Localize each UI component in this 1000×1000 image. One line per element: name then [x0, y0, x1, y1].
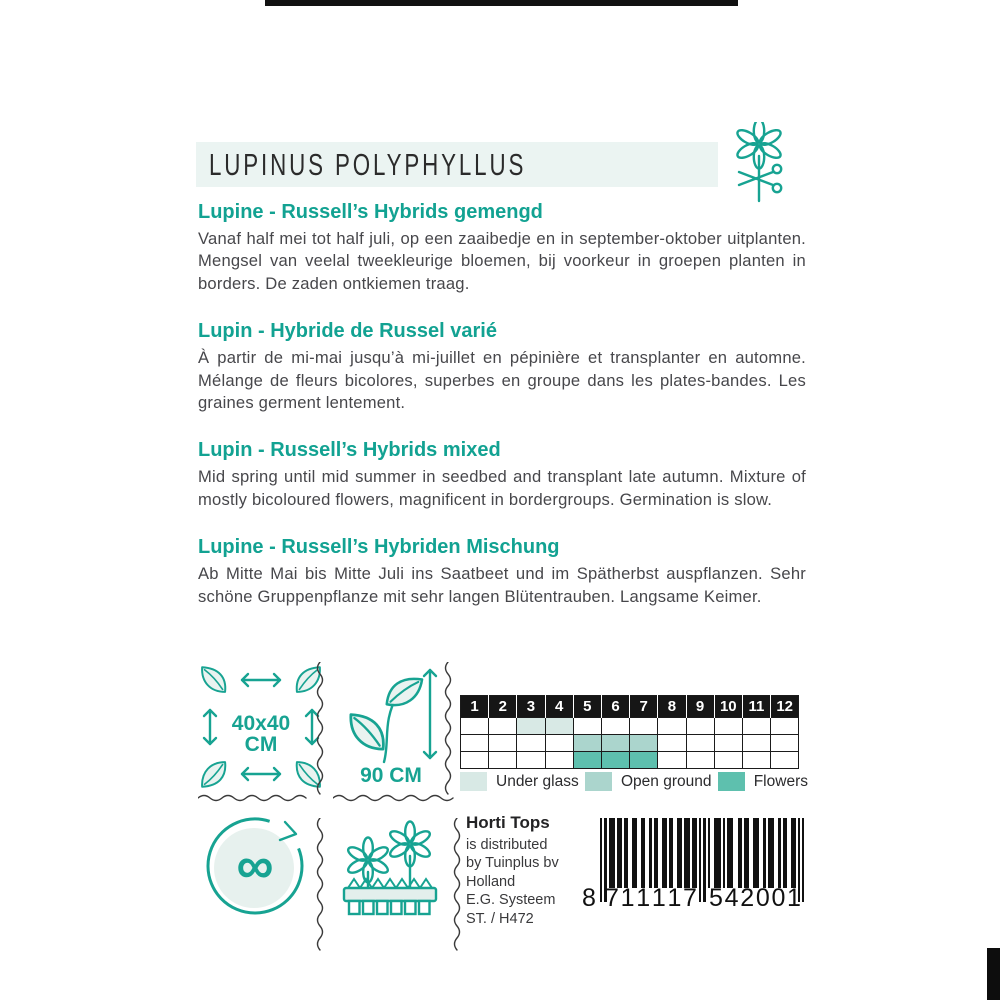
- variety-heading-de: Lupine - Russell’s Hybriden Mischung: [198, 536, 560, 559]
- month-header-cell: 12: [771, 696, 799, 718]
- description-section-fr: [198, 319, 806, 414]
- distributor-line: E.G. Systeem: [466, 892, 556, 908]
- cut-flower-icon: [727, 122, 791, 204]
- month-header-cell: 4: [545, 696, 573, 718]
- plant-height-icon: [338, 660, 444, 766]
- month-header-cell: 7: [630, 696, 658, 718]
- calendar-cell: [686, 735, 714, 752]
- description-section-de: [198, 535, 806, 608]
- calendar-cell: [630, 735, 658, 752]
- species-title: LUPINUS POLYPHYLLUS: [208, 146, 527, 182]
- calendar-cell: [742, 752, 770, 769]
- calendar-cell: [601, 718, 629, 735]
- month-header-cell: 5: [573, 696, 601, 718]
- flower-bed-icon: [334, 816, 450, 932]
- legend-item: [460, 772, 579, 791]
- calendar-cell: [601, 735, 629, 752]
- calendar-cell: [658, 735, 686, 752]
- barcode-number: 8: [582, 884, 596, 912]
- distributor-line: ST. / H472: [466, 910, 534, 927]
- month-header-cell: 2: [489, 696, 517, 718]
- calendar-cell: [742, 718, 770, 735]
- description-section-en: [198, 438, 806, 511]
- ean13-barcode: [584, 818, 820, 918]
- month-header-cell: 10: [714, 696, 742, 718]
- calendar-cell: [630, 718, 658, 735]
- description-sections: [198, 200, 806, 632]
- wavy-divider-horizontal: [198, 793, 316, 803]
- variety-text-en: Mid spring until mid summer in seedbed and transplant late autumn. Mixture of mostly bicoloured flowers, magnificent in bordergroups. Germination is slow.: [198, 467, 806, 509]
- month-header-cell: 3: [517, 696, 545, 718]
- variety-text-nl: Vanaf half mei tot half juli, op een zaaibedje en in september-oktober uitplanten. Mengsel van veelal tweekleurige bloemen, bij voorkeur in groepen planten in borders. De zaden ontkiemen traag.: [198, 229, 806, 293]
- calendar-row-flowers: [461, 752, 799, 769]
- calendar-cell: [714, 752, 742, 769]
- perennial-cycle-icon: [203, 814, 307, 918]
- calendar-cell: [714, 718, 742, 735]
- calendar-cell: [461, 735, 489, 752]
- calendar-cell: [771, 752, 799, 769]
- calendar-cell: [545, 718, 573, 735]
- calendar-cell: [461, 718, 489, 735]
- legend-item: [585, 772, 712, 791]
- calendar-cell: [658, 752, 686, 769]
- calendar-cell: [771, 735, 799, 752]
- spacing-value: 40x40: [231, 712, 291, 735]
- plant-spacing-icon: [196, 660, 326, 794]
- variety-text-de: Ab Mitte Mai bis Mitte Juli ins Saatbeet und im Spätherbst auspflanzen. Sehr schöne Gruppenpflanze mit sehr langen Blütentrauben. Langsame Keimer.: [198, 564, 806, 606]
- calendar-cell: [601, 752, 629, 769]
- calendar-cell: [573, 735, 601, 752]
- legend-label: Flowers: [753, 772, 808, 790]
- month-header-cell: 9: [686, 696, 714, 718]
- distributor-line: by Tuinplus bv: [466, 855, 559, 871]
- cycle-arrowhead: [280, 822, 296, 840]
- legend-swatch: [585, 772, 612, 791]
- calendar-cell: [461, 752, 489, 769]
- calendar-row-open-ground: [461, 735, 799, 752]
- calendar-cell: [630, 752, 658, 769]
- top-print-bar: [265, 0, 738, 6]
- calendar-cell: [771, 718, 799, 735]
- legend-swatch: [718, 772, 745, 791]
- sowing-calendar: [460, 695, 799, 769]
- infinity-symbol: ∞: [236, 837, 274, 895]
- month-header-cell: 6: [601, 696, 629, 718]
- wavy-divider-vertical: [452, 818, 462, 958]
- calendar-cell: [517, 735, 545, 752]
- legend-item: [718, 772, 808, 791]
- calendar-row-under-glass: [461, 718, 799, 735]
- spacing-unit: CM: [244, 733, 278, 756]
- description-section-nl: [198, 200, 806, 295]
- barcode-number: 7 1 1 1 1 7: [605, 884, 697, 912]
- legend-swatch: [460, 772, 487, 791]
- month-header-cell: 8: [658, 696, 686, 718]
- calendar-cell: [545, 735, 573, 752]
- wavy-divider-vertical: [443, 662, 453, 796]
- legend-label: Open ground: [620, 772, 712, 790]
- height-arrow: [424, 670, 436, 758]
- height-value: 90 CM: [360, 764, 422, 787]
- calendar-cell: [517, 718, 545, 735]
- month-header-cell: 1: [461, 696, 489, 718]
- corner-print-bar: [987, 948, 1000, 1000]
- distributor-info: [466, 814, 581, 928]
- calendar-cell: [573, 752, 601, 769]
- wavy-divider-horizontal: [333, 793, 461, 803]
- calendar-cell: [545, 752, 573, 769]
- flower-right: [388, 822, 432, 889]
- month-header-cell: 11: [742, 696, 770, 718]
- calendar-cell: [714, 735, 742, 752]
- variety-heading-en: Lupin - Russell’s Hybrids mixed: [198, 439, 501, 462]
- wavy-divider-vertical: [315, 818, 325, 958]
- calendar-cell: [489, 752, 517, 769]
- calendar-cell: [489, 735, 517, 752]
- calendar-cell: [658, 718, 686, 735]
- variety-text-fr: À partir de mi-mai jusqu’à mi-juillet en pépinière et transplanter en automne. Mélange de fleurs bicolores, superbes en groupe dans les plates-bandes. Les graines germent lentement.: [198, 348, 806, 413]
- calendar-cell: [489, 718, 517, 735]
- species-title-band: [196, 142, 718, 187]
- calendar-cell: [742, 735, 770, 752]
- distributor-line: is distributed: [466, 836, 548, 853]
- calendar-cell: [686, 752, 714, 769]
- barcode-number: 5 4 2 0 0 1: [709, 884, 801, 912]
- wavy-divider-vertical: [315, 662, 325, 796]
- variety-heading-fr: Lupin - Hybride de Russel varié: [198, 320, 497, 343]
- distributor-line: Holland: [466, 873, 516, 890]
- variety-heading-nl: Lupine - Russell’s Hybrids gemengd: [198, 201, 543, 223]
- calendar-cell: [517, 752, 545, 769]
- calendar-cell: [686, 718, 714, 735]
- legend-label: Under glass: [496, 772, 579, 790]
- distributor-name: Horti Tops: [466, 813, 550, 832]
- calendar-legend: [460, 772, 808, 791]
- calendar-cell: [573, 718, 601, 735]
